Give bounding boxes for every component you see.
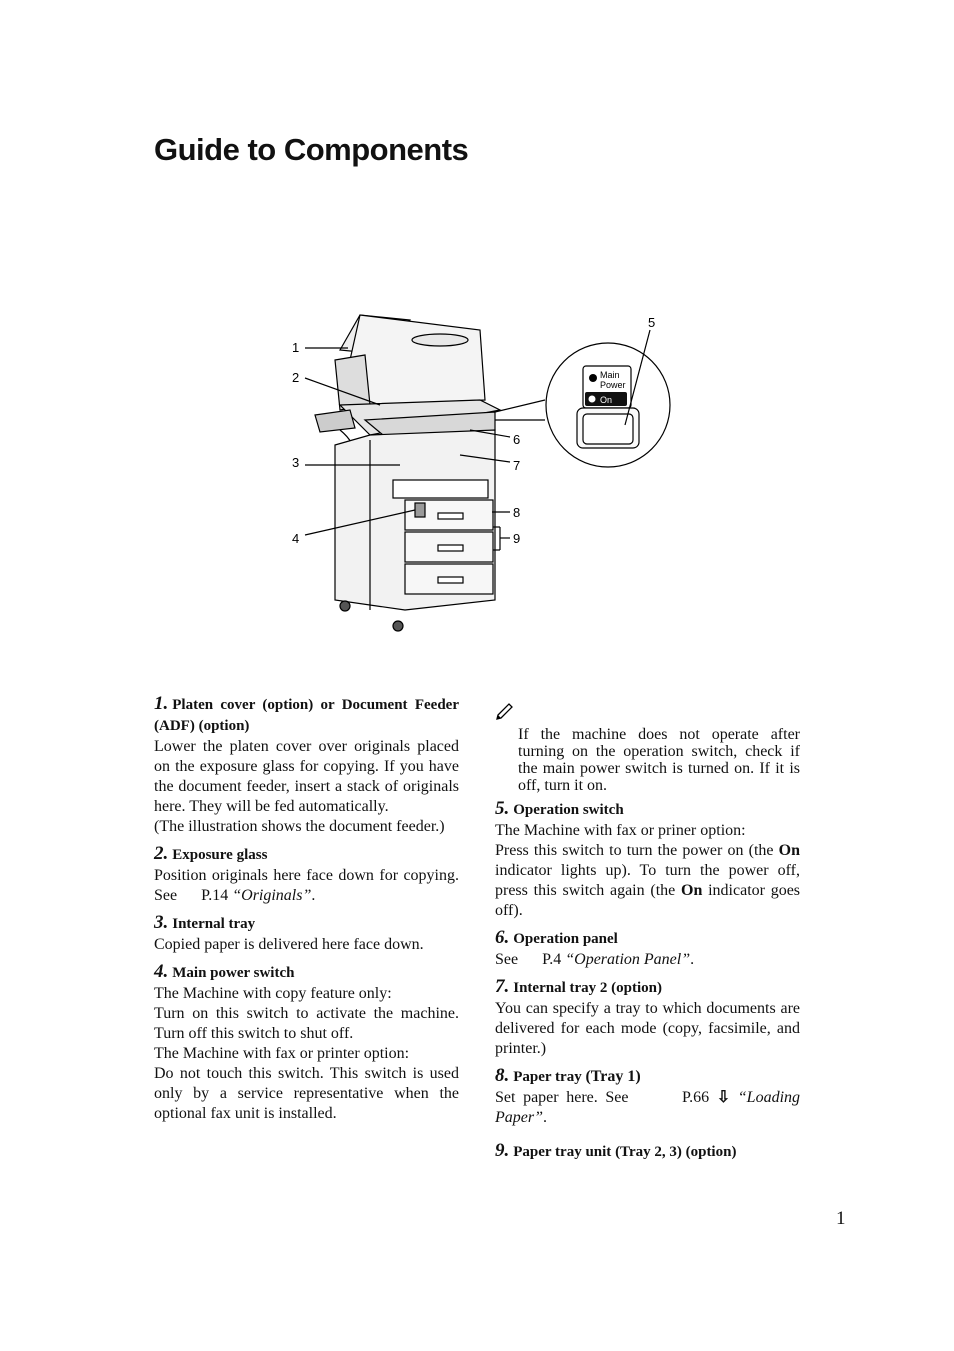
page-reference[interactable]: P.66 xyxy=(681,1089,710,1106)
page-number: 1 xyxy=(836,1208,846,1229)
left-column xyxy=(154,693,459,1130)
note-text: If the machine does not operate after turning on the operation switch, check if the main power switch is turned on. If it is off, turn it on. xyxy=(518,726,800,794)
item-5: 5. Operation switch The Machine with fax or priner option: Press this switch to turn the power on (the On indicator lights up). To turn the power off, press this switch again (the On indicator goes off). xyxy=(495,798,801,919)
switch-label-main: Main xyxy=(600,370,620,380)
callout-1: 1 xyxy=(292,340,300,355)
switch-label-power: Power xyxy=(600,380,626,390)
item-heading: Paper tray unit xyxy=(513,1144,612,1160)
item-9: 9. Paper tray unit (Tray 2, 3) (option) xyxy=(495,1140,737,1161)
item-4: 4. Main power switch The Machine with copy feature only: Turn on this switch to activate the machine. Turn off this switch to shut off. The Machine with fax or printer option: Do not touch this switch. This switch is used only by a service representative when the optional fax unit is installed. xyxy=(154,961,459,1122)
item-heading: Exposure glass xyxy=(172,847,268,863)
callout-2: 2 xyxy=(292,370,300,385)
callout-4: 4 xyxy=(292,531,300,546)
item-heading: Operation switch xyxy=(513,802,624,818)
item-8: 8. Paper tray (Tray 1) Set paper here. See P.66 ⇩ “Loading Paper”. xyxy=(495,1065,801,1126)
item-heading: Platen cover (option) or Document Feeder (ADF) (option) xyxy=(154,697,459,734)
callout-9: 9 xyxy=(513,531,521,546)
item-2: 2. Exposure glass Position originals here face down for copying. See P.14 “Originals”. xyxy=(154,843,459,904)
tray-icon: ⇩ xyxy=(716,1089,731,1106)
callout-6: 6 xyxy=(513,432,521,447)
copier-illustration xyxy=(280,310,680,640)
callout-8: 8 xyxy=(513,505,521,520)
item-7: 7. Internal tray 2 (option) You can specify a tray to which documents are delivered for each mode (copy, facsimile, and printer.) xyxy=(495,976,800,1057)
callout-7: 7 xyxy=(513,458,521,473)
page-title: Guide to Components xyxy=(154,132,469,167)
page-reference[interactable]: P.4 xyxy=(542,951,562,968)
pencil-note-icon xyxy=(495,700,517,720)
item-heading: Internal tray 2 (option) xyxy=(513,980,662,996)
item-heading: Paper tray xyxy=(513,1069,582,1085)
callout-3: 3 xyxy=(292,455,300,470)
item-heading: Operation panel xyxy=(513,931,618,947)
item-1: 1. Platen cover (option) or Document Feeder (ADF) (option) Lower the platen cover over originals placed on the exposure glass for copying. If you have the document feeder, insert a stack of originals here. They will be fed automatically. (The illustration shows the document feeder.) xyxy=(154,693,459,835)
item-6: 6. Operation panel See P.4 “Operation Panel”. xyxy=(495,927,695,968)
item-3: 3. Internal tray Copied paper is delivered here face down. xyxy=(154,912,424,953)
page-reference[interactable]: P.14 xyxy=(201,887,229,904)
right-column xyxy=(495,700,800,1169)
switch-label-on: On xyxy=(600,395,613,405)
callout-5: 5 xyxy=(648,315,656,330)
item-heading: Internal tray xyxy=(172,916,256,932)
item-heading: Main power switch xyxy=(172,965,295,981)
